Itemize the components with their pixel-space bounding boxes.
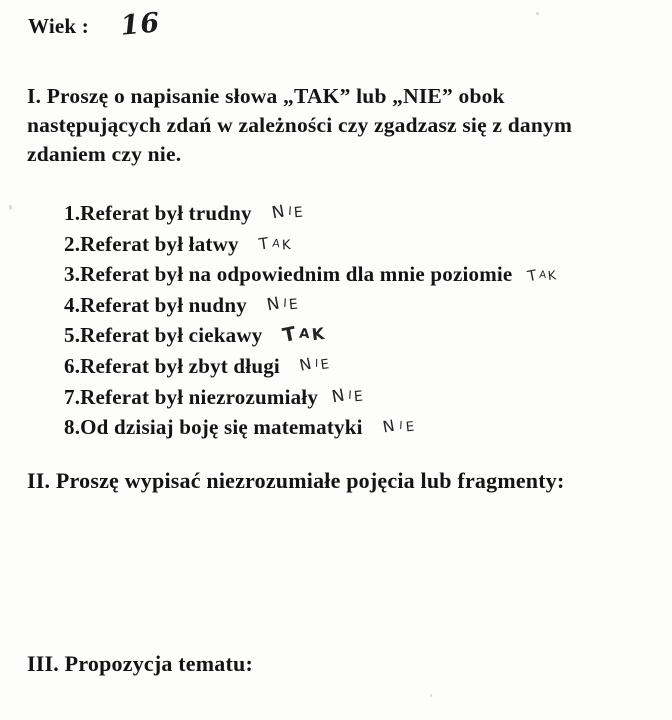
- scan-speck: [9, 205, 12, 210]
- question-row-6: [64, 351, 558, 382]
- question-text: 2.Referat był łatwy: [64, 231, 239, 256]
- question-text: 5.Referat był ciekawy: [64, 323, 263, 348]
- section-3-heading: III. Propozycja tematu:: [27, 651, 253, 676]
- age-line: [28, 7, 162, 45]
- age-handwritten-value: 16: [119, 7, 162, 42]
- question-text: 3.Referat był na odpowiednim dla mnie poziomie: [64, 262, 513, 287]
- question-row-3: [64, 259, 558, 290]
- question-text: 6.Referat był zbyt długi: [64, 353, 280, 378]
- scan-speck: [430, 694, 432, 697]
- question-text: 8.Od dzisiaj boję się matematyki: [64, 415, 363, 440]
- section-1-line: I. Proszę o napisanie słowa „TAK” lub „NIE” obok: [27, 84, 505, 108]
- scan-speck: [536, 12, 539, 15]
- handwritten-answer: NIE: [297, 353, 334, 375]
- question-row-2: [64, 229, 558, 260]
- handwritten-answer: TAK: [257, 232, 294, 254]
- handwritten-answer: NIE: [270, 199, 307, 223]
- section-1-line: zdaniem czy nie.: [27, 142, 182, 166]
- section-1-instructions: [27, 82, 663, 169]
- age-label: Wiek :: [28, 14, 89, 38]
- handwritten-answer: TAK: [280, 322, 329, 348]
- handwritten-answer: NIE: [330, 383, 367, 406]
- question-text: 4.Referat był nudny: [64, 292, 247, 317]
- section-1-line: następujących zdań w zależności czy zgadzasz się z danym: [27, 113, 573, 137]
- question-row-7: [64, 382, 558, 413]
- question-row-4: [64, 290, 558, 321]
- question-row-8: [64, 412, 558, 443]
- handwritten-answer: TAK: [525, 266, 559, 286]
- handwritten-answer: NIE: [380, 415, 419, 437]
- question-list: [64, 198, 558, 443]
- question-row-5: [64, 320, 558, 351]
- section-2-heading: II. Proszę wypisać niezrozumiałe pojęcia lub fragmenty:: [27, 468, 565, 493]
- handwritten-answer: NIE: [265, 291, 302, 315]
- question-text: 1.Referat był trudny: [64, 201, 252, 225]
- question-row-1: [64, 198, 558, 229]
- question-text: 7.Referat był niezrozumiały: [64, 384, 319, 409]
